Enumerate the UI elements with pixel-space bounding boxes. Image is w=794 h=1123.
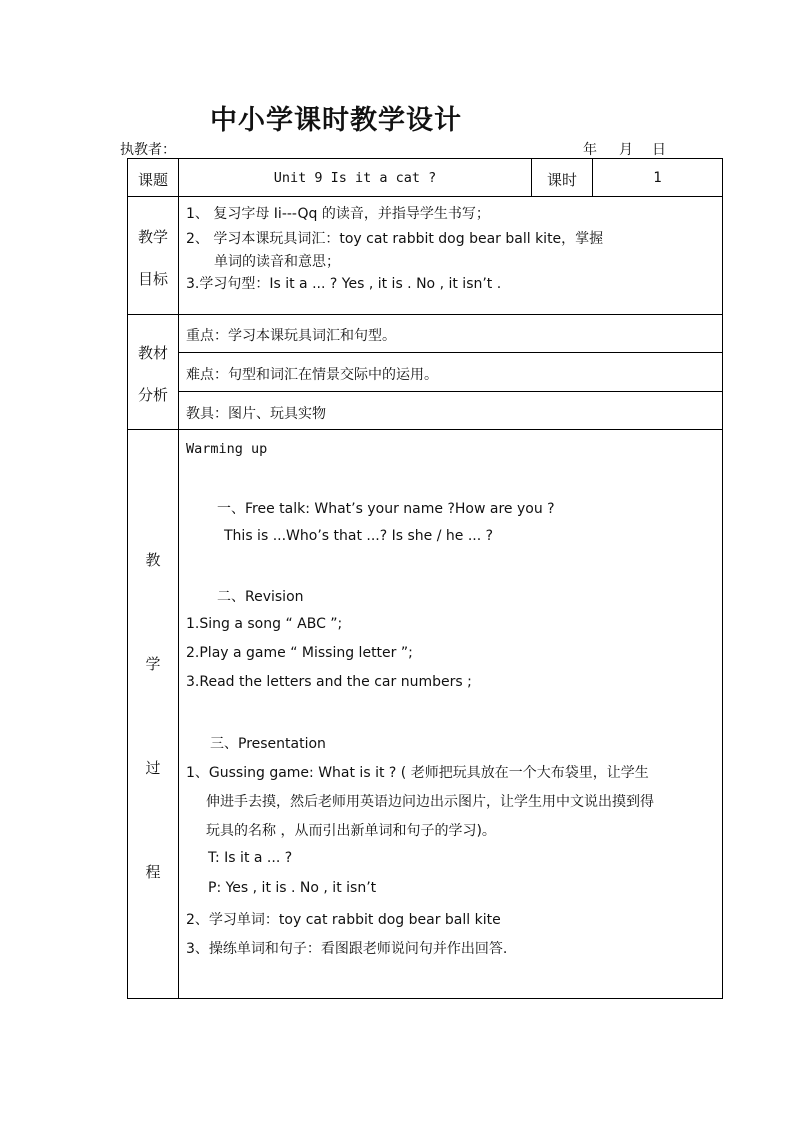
objectives-label-2: 目标 bbox=[137, 270, 168, 288]
presentation-item-1b: 伸进手去摸，然后老师用英语边问边出示图片，让学生用中文说出摸到得 bbox=[206, 794, 654, 810]
topic-label: 课题 bbox=[137, 171, 168, 189]
table-border-right bbox=[722, 158, 723, 999]
presentation-heading: 三、Presentation bbox=[210, 736, 326, 752]
period-label: 课时 bbox=[546, 171, 577, 189]
row-divider-5 bbox=[127, 429, 723, 430]
month-label: 月 bbox=[619, 142, 633, 158]
revision-item-1: 1.Sing a song “ ABC ”; bbox=[186, 616, 343, 632]
label-column-divider bbox=[178, 158, 179, 999]
objective-2-cont: 单词的读音和意思； bbox=[214, 254, 340, 270]
objectives-label-1: 教学 bbox=[137, 228, 168, 246]
free-talk-line-1: 一、Free talk: What’s your name ?How are you ? bbox=[217, 501, 555, 517]
row-divider-3 bbox=[178, 352, 723, 353]
row-divider-1 bbox=[127, 196, 723, 197]
revision-item-3: 3.Read the letters and the car numbers ; bbox=[186, 674, 472, 690]
year-label: 年 bbox=[583, 142, 597, 158]
page-title: 中小学课时教学设计 bbox=[210, 105, 462, 136]
presentation-item-2: 2、学习单词：toy cat rabbit dog bear ball kite bbox=[186, 912, 501, 928]
dialog-pupil: P: Yes , it is . No , it isn’t bbox=[208, 880, 377, 896]
process-label-char-3: 过 bbox=[145, 759, 161, 777]
process-label-char-2: 学 bbox=[145, 655, 161, 673]
period-value: 1 bbox=[653, 170, 662, 186]
row-divider-4 bbox=[178, 391, 723, 392]
objective-1: 1、 复习字母 Ii---Qq 的读音，并指导学生书写； bbox=[186, 206, 490, 222]
table-border-top bbox=[127, 158, 723, 159]
row-divider-2 bbox=[127, 314, 723, 315]
teacher-label: 执教者： bbox=[120, 142, 176, 158]
presentation-item-1c: 玩具的名称 ，从而引出新单词和句子的学习)。 bbox=[206, 823, 496, 839]
difficult-point: 难点：句型和词汇在情景交际中的运用。 bbox=[186, 367, 438, 383]
table-border-bottom bbox=[127, 998, 723, 999]
process-label-char-4: 程 bbox=[145, 863, 161, 881]
warming-up-heading: Warming up bbox=[186, 441, 268, 457]
day-label: 日 bbox=[652, 142, 666, 158]
free-talk-line-2: This is ...Who’s that ...? Is she / he ... ? bbox=[224, 528, 494, 544]
presentation-item-1a: 1、Gussing game: What is it ? ( 老师把玩具放在一个大布袋里，让学生 bbox=[186, 765, 649, 781]
teaching-tools: 教具：图片、玩具实物 bbox=[186, 406, 326, 422]
presentation-item-3: 3、操练单词和句子：看图跟老师说问句并作出回答. bbox=[186, 941, 508, 957]
process-label-char-1: 教 bbox=[145, 551, 161, 569]
topic-value: Unit 9 Is it a cat ? bbox=[273, 170, 437, 186]
materials-label-2: 分析 bbox=[137, 386, 168, 404]
revision-heading: 二、Revision bbox=[217, 589, 304, 605]
objective-3: 3.学习句型：Is it a ... ? Yes , it is . No , it isn’t . bbox=[186, 276, 502, 292]
materials-label-1: 教材 bbox=[137, 344, 168, 362]
revision-item-2: 2.Play a game “ Missing letter ”; bbox=[186, 645, 413, 661]
key-point: 重点：学习本课玩具词汇和句型。 bbox=[186, 328, 396, 344]
dialog-teacher: T: Is it a ... ? bbox=[208, 850, 293, 866]
objective-2: 2、 学习本课玩具词汇：toy cat rabbit dog bear ball kite，掌握 bbox=[186, 231, 604, 247]
